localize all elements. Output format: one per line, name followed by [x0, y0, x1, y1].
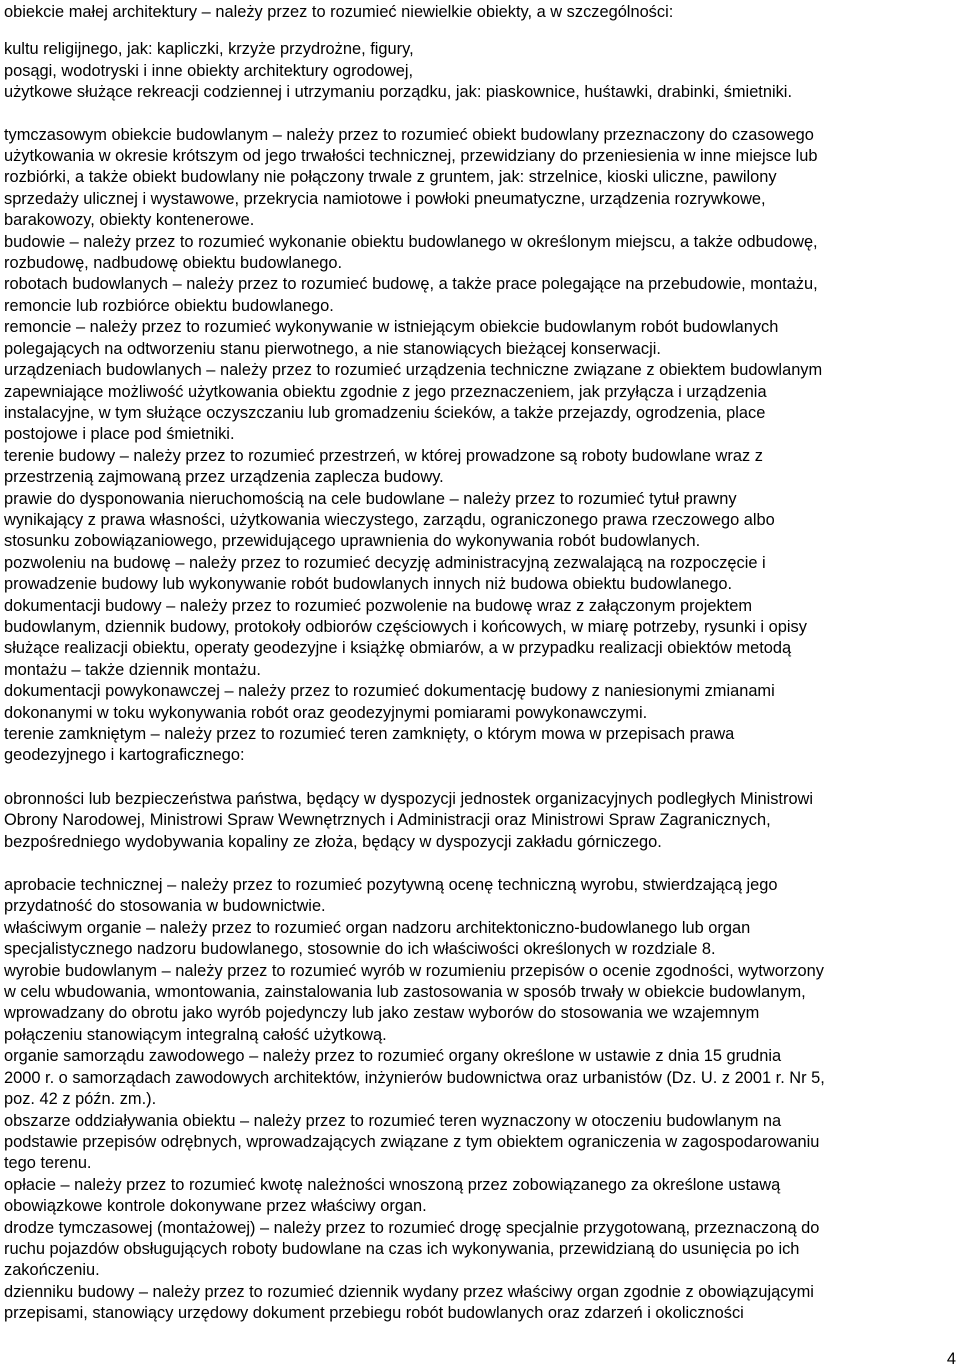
text-line: właściwym organie – należy przez to rozumieć organ nadzoru architektoniczno-budowlanego lub organ [4, 918, 751, 937]
text-line: budowlanym, dziennik budowy, protokoły odbiorów częściowych i końcowych, w miarę potrzeby, rysunki i opisy [4, 617, 807, 636]
definition-paragraph [4, 489, 952, 553]
definition-paragraph [4, 274, 952, 317]
text-line: prowadzenie budowy lub wykonywanie robót budowlanych innych niż budowa obiektu budowlanego. [4, 575, 733, 594]
text-line: specjalistycznego nadzoru budowlanego, stosownie do ich właściwości określonych w rozdziale 8. [4, 940, 716, 959]
text-line: w celu wbudowania, wmontowania, zainstalowania lub zastosowania w sposób trwały w obiekcie budowlanym, [4, 983, 806, 1002]
text-line: użytkowe służące rekreacji codziennej i utrzymaniu porządku, jak: piaskownice, huśtawki, drabinki, śmietniki. [4, 83, 793, 102]
text-line: połączeniu stanowiącym integralną całość użytkową. [4, 1025, 387, 1044]
document-body [4, 2, 952, 1325]
definition-paragraph [4, 961, 952, 1047]
text-line: przydatność do stosowania w budownictwie. [4, 897, 326, 916]
definition-paragraph [4, 789, 952, 853]
text-line: obronności lub bezpieczeństwa państwa, będący w dyspozycji jednostek organizacyjnych podległych Ministrowi [4, 789, 814, 808]
definition-paragraph [4, 1175, 952, 1218]
definition-paragraph [4, 39, 952, 103]
text-line: Obrony Narodowej, Ministrowi Spraw Wewnętrznych i Administracji oraz Ministrowi Spraw Zagranicznych, [4, 811, 771, 830]
text-line: przestrzenią zajmowaną przez urządzenia zaplecza budowy. [4, 468, 444, 487]
definition-paragraph [4, 125, 952, 232]
text-line: wynikający z prawa własności, użytkowania wieczystego, zarządu, ograniczonego prawa rzeczowego albo [4, 510, 775, 529]
text-line: tymczasowym obiekcie budowlanym – należy przez to rozumieć obiekt budowlany przeznaczony do czasowego [4, 125, 814, 144]
text-line: dzienniku budowy – należy przez to rozumieć dziennik wydany przez właściwy organ zgodnie z obowiązującymi [4, 1282, 814, 1301]
paragraph-gap [4, 767, 952, 789]
text-line: dokumentacji powykonawczej – należy przez to rozumieć dokumentację budowy z naniesionymi zmianami [4, 682, 775, 701]
definition-paragraph [4, 232, 952, 275]
definition-paragraph [4, 596, 952, 682]
text-line: podstawie przepisów odrębnych, wprowadzających związane z tym obiektem ograniczenia w zagospodarowaniu [4, 1132, 820, 1151]
text-line: organie samorządu zawodowego – należy przez to rozumieć organy określone w ustawie z dnia 15 grudnia [4, 1047, 782, 1066]
text-line: obowiązkowe kontrole dokonywane przez właściwy organ. [4, 1197, 427, 1216]
paragraph-gap [4, 104, 952, 125]
text-line: stosunku zobowiązaniowego, przewidującego uprawnienia do wykonywania robót budowlanych. [4, 532, 701, 551]
definition-paragraph [4, 1218, 952, 1282]
text-line: obiekcie małej architektury – należy przez to rozumieć niewielkie obiekty, a w szczególności: [4, 3, 674, 21]
definition-paragraph [4, 1282, 952, 1325]
definition-paragraph [4, 724, 952, 767]
definition-paragraph [4, 1111, 952, 1175]
text-line: wprowadzany do obrotu jako wyrób pojedynczy lub jako zestaw wyborów do stosowania we wzajemnym [4, 1004, 760, 1023]
text-line: obszarze oddziaływania obiektu – należy przez to rozumieć teren wyznaczony w otoczeniu budowlanym na [4, 1111, 782, 1130]
text-line: dokonanymi w toku wykonywania robót oraz geodezyjnymi pomiarami powykonawczymi. [4, 703, 648, 722]
page-number: 4 [946, 1350, 956, 1368]
text-line: prawie do dysponowania nieruchomością na cele budowlane – należy przez to rozumieć tytuł prawny [4, 489, 737, 508]
text-line: remoncie lub rozbiórce obiektu budowlanego. [4, 296, 334, 315]
text-line: rozbudowę, nadbudowę obiektu budowlanego. [4, 254, 343, 273]
text-line: poz. 42 z późn. zm.). [4, 1090, 157, 1109]
text-line: dokumentacji budowy – należy przez to rozumieć pozwolenie na budowę wraz z załączonym projektem [4, 596, 752, 615]
text-line: rozbiórki, a także obiekt budowlany nie połączony trwale z gruntem, jak: strzelnice, kioski uliczne, pawilony [4, 168, 777, 187]
text-line: remoncie – należy przez to rozumieć wykonywanie w istniejącym obiekcie budowlanym robót budowlanych [4, 318, 779, 337]
text-line: aprobacie technicznej – należy przez to rozumieć pozytywną ocenę techniczną wyrobu, stwierdzającą jego [4, 876, 778, 895]
definition-paragraph [4, 360, 952, 446]
text-line: pozwoleniu na budowę – należy przez to rozumieć decyzję administracyjną zezwalającą na rozpoczęcie i [4, 553, 766, 572]
paragraph-gap [4, 23, 952, 39]
text-line: zapewniające możliwość użytkowania obiektu zgodnie z jego przeznaczeniem, jak przyłącza i urządzenia [4, 382, 767, 401]
text-line: bezpośredniego wydobywania kopaliny ze złoża, będący w dyspozycji zakładu górniczego. [4, 832, 662, 851]
text-line: ruchu pojazdów obsługujących roboty budowlane na czas ich wykonywania, przewidzianą do usunięcia po ich [4, 1239, 800, 1258]
text-line: budowie – należy przez to rozumieć wykonanie obiektu budowlanego w określonym miejscu, a także odbudowę, [4, 232, 818, 251]
text-line: polegających na odtworzeniu stanu pierwotnego, a nie stanowiących bieżącej konserwacji. [4, 339, 661, 358]
text-line: opłacie – należy przez to rozumieć kwotę należności wnoszoną przez zobowiązanego za określone ustawą [4, 1175, 781, 1194]
definition-paragraph [4, 1046, 952, 1110]
definition-paragraph [4, 681, 952, 724]
text-line: wyrobie budowlanym – należy przez to rozumieć wyrób w rozumieniu przepisów o ocenie zgodności, wytworzony [4, 961, 824, 980]
text-line: urządzeniach budowlanych – należy przez to rozumieć urządzenia techniczne związane z obiektem budowlanym [4, 361, 823, 380]
text-line: drodze tymczasowej (montażowej) – należy przez to rozumieć drogę specjalnie przygotowaną, przeznaczoną do [4, 1218, 820, 1237]
text-line: barakowozy, obiekty kontenerowe. [4, 211, 255, 230]
text-line: 2000 r. o samorządach zawodowych architektów, inżynierów budownictwa oraz urbanistów (Dz. U. z 2001 r. Nr 5, [4, 1068, 825, 1087]
text-line: użytkowania w okresie krótszym od jego trwałości technicznej, przewidziany do przeniesienia w inne miejsce lub [4, 147, 818, 166]
text-line: terenie budowy – należy przez to rozumieć przestrzeń, w której prowadzone są roboty budowlane wraz z [4, 446, 763, 465]
definition-paragraph [4, 2, 952, 23]
text-line: geodezyjnego i kartograficznego: [4, 746, 245, 765]
definition-paragraph [4, 918, 952, 961]
text-line: przepisami, stanowiący urzędowy dokument przebiegu robót budowlanych oraz zdarzeń i okoliczności [4, 1304, 744, 1323]
text-line: montażu – także dziennik montażu. [4, 660, 261, 679]
definition-paragraph [4, 875, 952, 918]
text-line: terenie zamkniętym – należy przez to rozumieć teren zamknięty, o którym mowa w przepisach prawa [4, 725, 735, 743]
paragraph-gap [4, 853, 952, 875]
text-line: tego terenu. [4, 1154, 92, 1173]
text-line: posągi, wodotryski i inne obiekty architektury ogrodowej, [4, 61, 414, 80]
text-line: sprzedaży ulicznej i wystawowe, przekrycia namiotowe i powłoki pneumatyczne, urządzenia rozrywkowe, [4, 189, 766, 208]
definition-paragraph [4, 446, 952, 489]
text-line: służące realizacji obiektu, operaty geodezyjne i książkę obmiarów, a w przypadku realizacji obiektów metodą [4, 639, 792, 658]
definition-paragraph [4, 317, 952, 360]
text-line: zakończeniu. [4, 1261, 100, 1280]
text-line: kultu religijnego, jak: kapliczki, krzyże przydrożne, figury, [4, 40, 414, 59]
definition-paragraph [4, 553, 952, 596]
text-line: postojowe i place pod śmietniki. [4, 425, 235, 444]
text-line: robotach budowlanych – należy przez to rozumieć budowę, a także prace polegające na przebudowie, montażu, [4, 275, 818, 294]
text-line: instalacyjne, w tym służące oczyszczaniu lub gromadzeniu ścieków, a także przejazdy, ogrodzenia, place [4, 403, 766, 422]
